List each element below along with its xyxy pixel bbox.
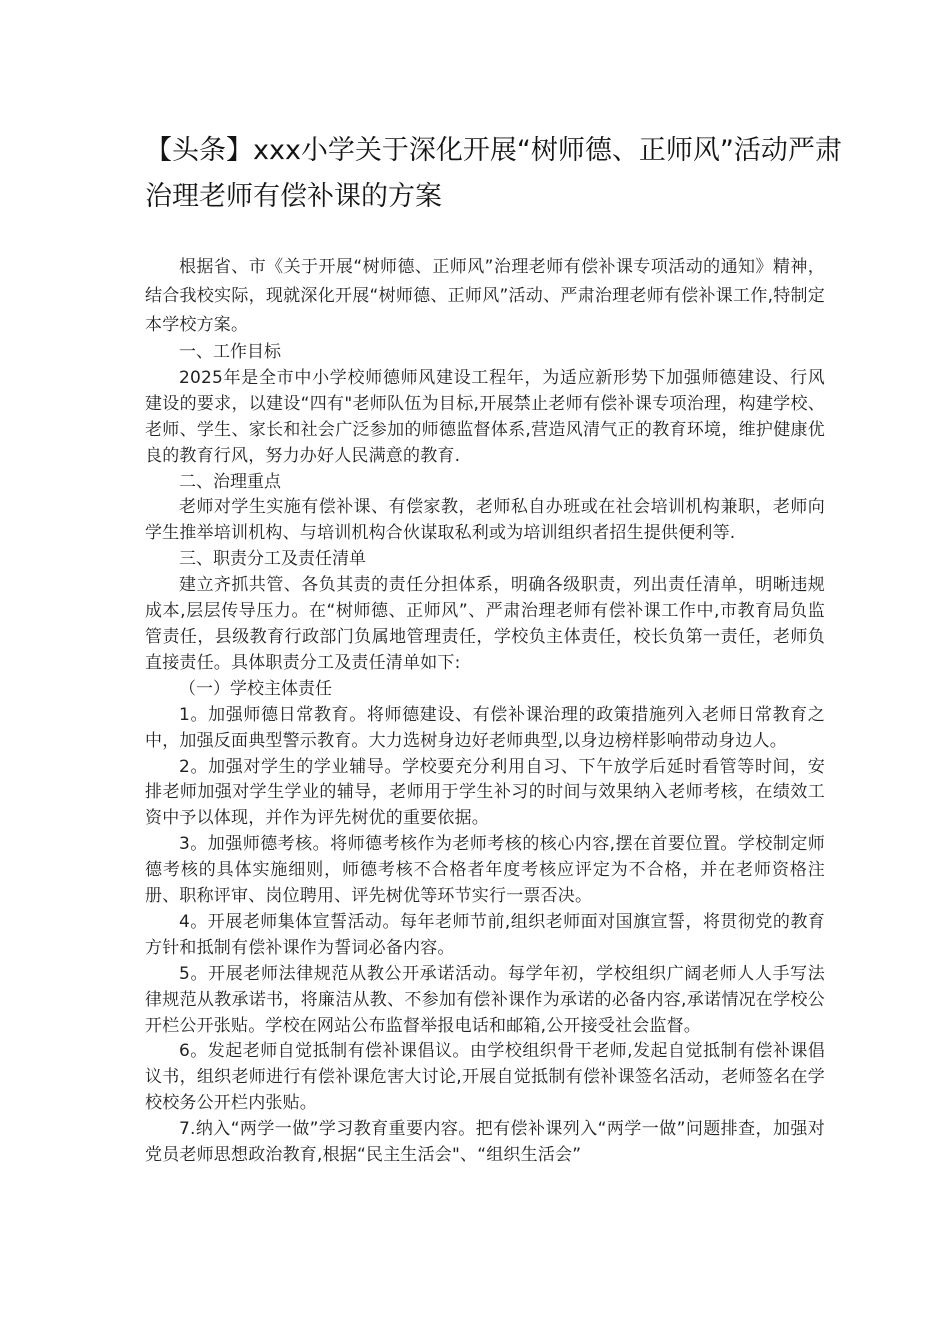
document-body: [145, 253, 825, 1169]
section-heading-focus: 二、治理重点: [179, 471, 281, 492]
document-title: 【头条】xxx小学关于深化开展“树师德、正师风”活动严肃治理老师有偿补课的方案: [145, 135, 842, 212]
list-item: 6。发起老师自觉抵制有偿补课倡议。由学校组织骨干老师,发起自觉抵制有偿补课倡议书，组织老师进行有偿补课危害大讨论,开展自觉抵制有偿补课签名活动，老师签名在学校校务公开栏内张贴。: [145, 1041, 825, 1114]
section-text-goals: 2025年是全市中小学校师德师风建设工程年，为适应新形势下加强师德建设、行风建设的要求，以建设“四有"老师队伍为目标,开展禁止老师有偿补课专项治理，构建学校、老师、学生、家长和社会广泛参加的师德监督体系,营造风清气正的教育环境，维护健康优良的教育行风，努力办好人民满意的教育.: [145, 367, 825, 466]
subsection-heading-school: （一）学校主体责任: [179, 678, 332, 699]
section-text-focus: 老师对学生实施有偿补课、有偿家教，老师私自办班或在社会培训机构兼职，老师向学生推举培训机构、与培训机构合伙谋取私利或为培训组织者招生提供便利等.: [145, 497, 825, 544]
section-heading-responsibilities: 三、职责分工及责任清单: [179, 549, 366, 570]
section-heading-goals: 一、工作目标: [179, 342, 281, 362]
intro-paragraph: 根据省、市《关于开展“树师德、正师风”治理老师有偿补课专项活动的通知》精神，结合我校实际，现就深化开展“树师德、正师风”活动、严肃治理老师有偿补课工作,特制定本学校方案。: [145, 257, 825, 335]
list-item: 1。加强师德日常教育。将师德建设、有偿补课治理的政策措施列入老师日常教育之中，加强反面典型警示教育。大力选树身边好老师典型,以身边榜样影响带动身边人。: [145, 704, 825, 751]
list-item: 3。加强师德考核。将师德考核作为老师考核的核心内容,摆在首要位置。学校制定师德考核的具体实施细则，师德考核不合格者年度考核应评定为不合格，并在老师资格注册、职称评审、岗位聘用、评先树优等环节实行一票否决。: [145, 834, 825, 907]
list-item: 2。加强对学生的学业辅导。学校要充分利用自习、下午放学后延时看管等时间，安排老师加强对学生学业的辅导，老师用于学生补习的时间与效果纳入老师考核，在绩效工资中予以体现，并作为评先树优的重要依据。: [145, 756, 825, 829]
section-text-responsibilities: 建立齐抓共管、各负其责的责任分担体系，明确各级职责，列出责任清单，明晰违规成本,层层传导压力。在“树师德、正师风”、严肃治理老师有偿补课工作中,市教育局负监管责任，县级教育行政部门负属地管理责任，学校负主体责任，校长负第一责任，老师负直接责任。具体职责分工及责任清单如下:: [145, 575, 825, 673]
list-item: 5。开展老师法律规范从教公开承诺活动。每学年初，学校组织广阔老师人人手写法律规范从教承诺书，将廉洁从教、不参加有偿补课作为承诺的必备内容,承诺情况在学校公开栏公开张贴。学校在网站公布监督举报电话和邮箱,公开接受社会监督。: [145, 963, 825, 1036]
list-item: 4。开展老师集体宣誓活动。每年老师节前,组织老师面对国旗宣誓，将贯彻党的教育方针和抵制有偿补课作为誓词必备内容。: [145, 911, 825, 958]
list-item: 7.纳入“两学一做”学习教育重要内容。把有偿补课列入“两学一做”问题排查，加强对党员老师思想政治教育,根据“民主生活会"、“组织生活会”: [145, 1119, 825, 1166]
